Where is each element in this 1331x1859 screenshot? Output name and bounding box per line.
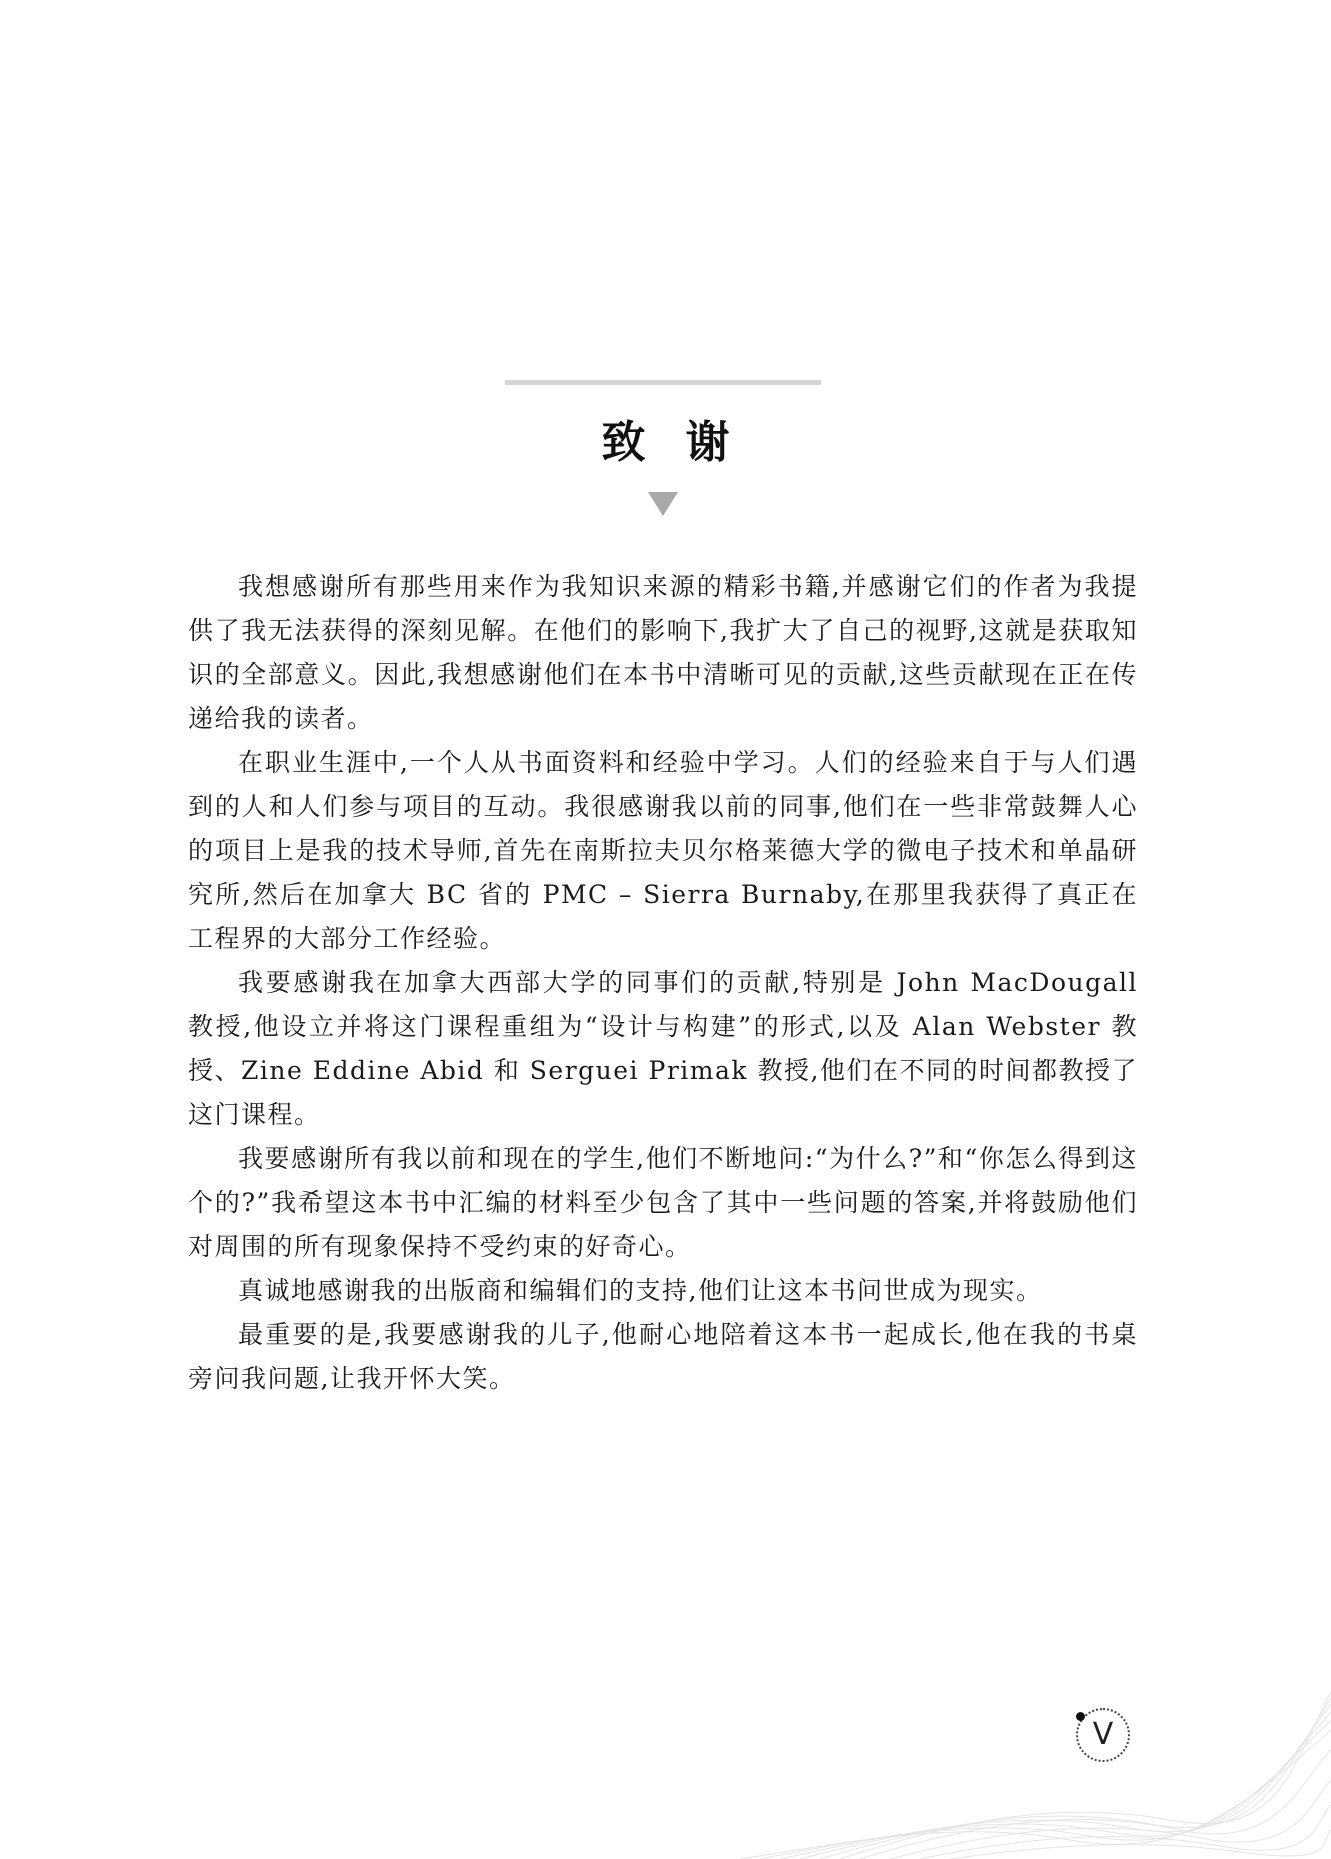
paragraph-2: 在职业生涯中,一个人从书面资料和经验中学习。人们的经验来自于与人们遇到的人和人们参与项目的互动。我很感谢我以前的同事,他们在一些非常鼓舞人心的项目上是我的技术导师,首先在南斯拉夫贝尔格莱德大学的微电子技术和单晶研究所,然后在加拿大 BC 省的 PMC – Sierra Burnaby,在那里我获得了真正在工程界的大部分工作经验。	[188, 748, 1138, 953]
page-number: V	[1076, 1708, 1130, 1762]
paragraph-6: 最重要的是,我要感谢我的儿子,他耐心地陪着这本书一起成长,他在我的书桌旁问我问题,让我开怀大笑。	[188, 1320, 1138, 1393]
paragraph-5: 真诚地感谢我的出版商和编辑们的支持,他们让这本书问世成为现实。	[238, 1276, 1043, 1305]
down-triangle-icon	[648, 492, 678, 516]
paragraph-3: 我要感谢我在加拿大西部大学的同事们的贡献,特别是 John MacDougall 教授,他设立并将这门课程重组为“设计与构建”的形式,以及 Alan Webster 教授、Zine Eddine Abid 和 Serguei Primak 教授,他们在不同的时间都教授了这门课程。	[188, 968, 1138, 1129]
page-number-dot	[1076, 1712, 1085, 1721]
title-rule-divider	[505, 380, 821, 385]
paragraph-4: 我要感谢所有我以前和现在的学生,他们不断地问:“为什么?”和“你怎么得到这个的?”我希望这本书中汇编的材料至少包含了其中一些问题的答案,并将鼓励他们对周围的所有现象保持不受约束的好奇心。	[188, 1144, 1138, 1261]
page-title: 致谢	[601, 417, 770, 468]
decorative-wave-graphic	[740, 1690, 1331, 1859]
acknowledgements-body	[188, 565, 1138, 1401]
paragraph-1: 我想感谢所有那些用来作为我知识来源的精彩书籍,并感谢它们的作者为我提供了我无法获得的深刻见解。在他们的影响下,我扩大了自己的视野,这就是获取知识的全部意义。因此,我想感谢他们在本书中清晰可见的贡献,这些贡献现在正在传递给我的读者。	[188, 572, 1138, 733]
